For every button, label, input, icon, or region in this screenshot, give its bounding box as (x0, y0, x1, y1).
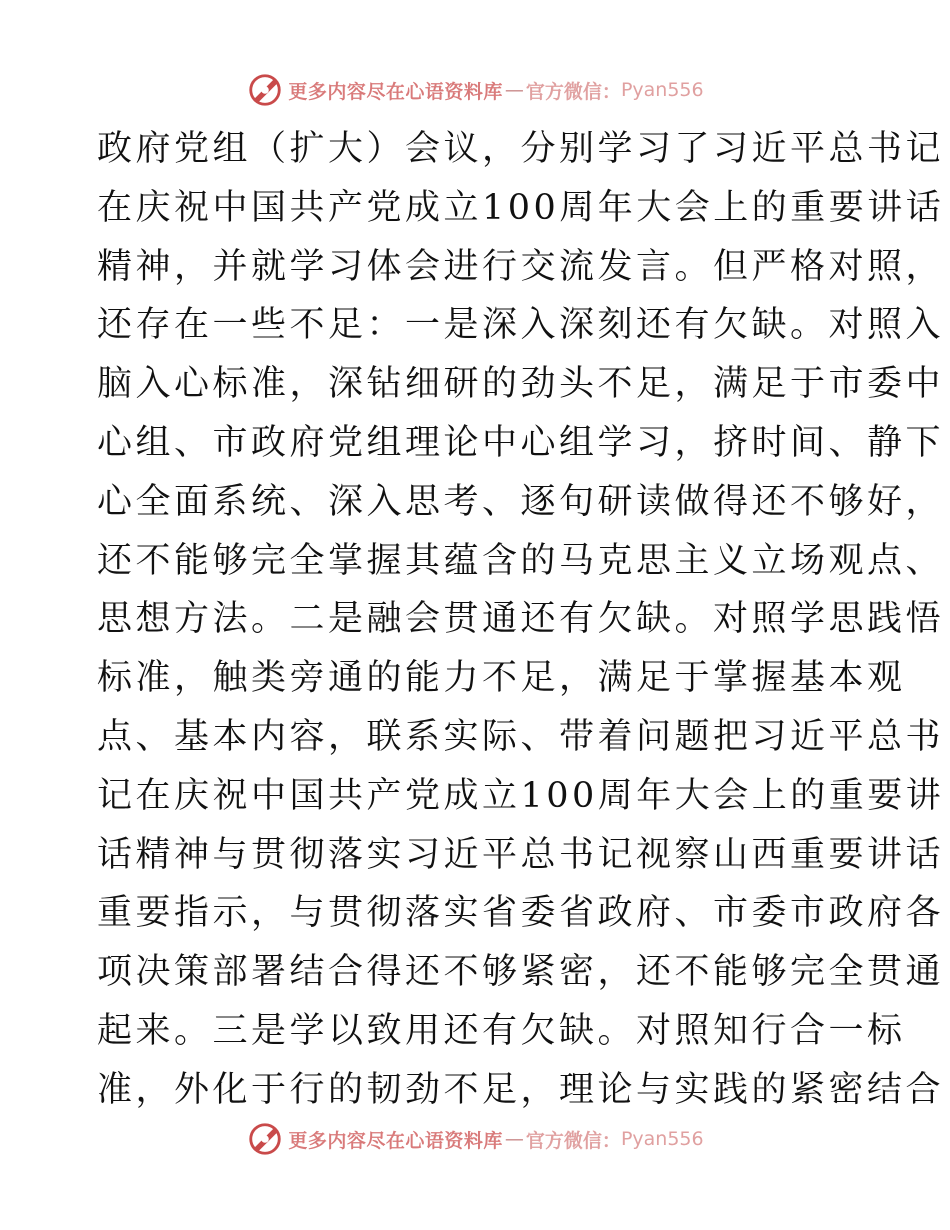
text-line: 准，外化于行的韧劲不足，理论与实践的紧密结合 (97, 1069, 945, 1110)
text-line: 政府党组（扩大）会议，分别学习了习近平总书记 (97, 129, 945, 169)
document-body (97, 120, 945, 1120)
text-line: 话精神与贯彻落实习近平总书记视察山西重要讲话 (97, 834, 945, 875)
brand-dash: — (504, 79, 524, 101)
text-line: 重要指示，与贯彻落实省委省政府、市委市政府各 (97, 893, 945, 934)
text-line: 还存在一些不足：一是深入深刻还有欠缺。对照入 (97, 305, 945, 346)
text-line: 还不能够完全掌握其蕴含的马克思主义立场观点、 (97, 540, 945, 581)
brand-text: 更多内容尽在心语资料库 (288, 1129, 503, 1152)
brand-text: 更多内容尽在心语资料库 (288, 80, 503, 103)
wechat-id: Pyan556 (620, 79, 704, 101)
header-brand (0, 70, 950, 110)
text-line: 心组、市政府党组理论中心组学习，挤时间、静下 (97, 422, 945, 463)
text-line: 记在庆祝中国共产党成立100周年大会上的重要讲 (97, 775, 945, 816)
wechat-label: 官方微信： (525, 80, 621, 103)
footer-brand (0, 1119, 950, 1159)
text-line: 在庆祝中国共产党成立100周年大会上的重要讲话 (97, 187, 945, 228)
text-line: 思想方法。二是融会贯通还有欠缺。对照学思践悟 (97, 599, 945, 640)
text-line: 精神，并就学习体会进行交流发言。但严格对照， (97, 246, 945, 287)
text-line: 项决策部署结合得还不够紧密，还不能够完全贯通 (97, 952, 945, 993)
wechat-label: 官方微信： (525, 1129, 621, 1152)
brand-logo-icon (246, 1120, 284, 1158)
text-line: 脑入心标准，深钻细研的劲头不足，满足于市委中 (97, 364, 945, 405)
brand-dash: — (504, 1128, 524, 1150)
text-line: 标准，触类旁通的能力不足，满足于掌握基本观 (97, 658, 906, 699)
text-line: 心全面系统、深入思考、逐句研读做得还不够好， (97, 481, 945, 522)
wechat-id: Pyan556 (620, 1128, 704, 1150)
text-line: 点、基本内容，联系实际、带着问题把习近平总书 (97, 716, 945, 757)
text-line: 起来。三是学以致用还有欠缺。对照知行合一标 (97, 1010, 906, 1051)
brand-logo-icon (246, 71, 284, 109)
